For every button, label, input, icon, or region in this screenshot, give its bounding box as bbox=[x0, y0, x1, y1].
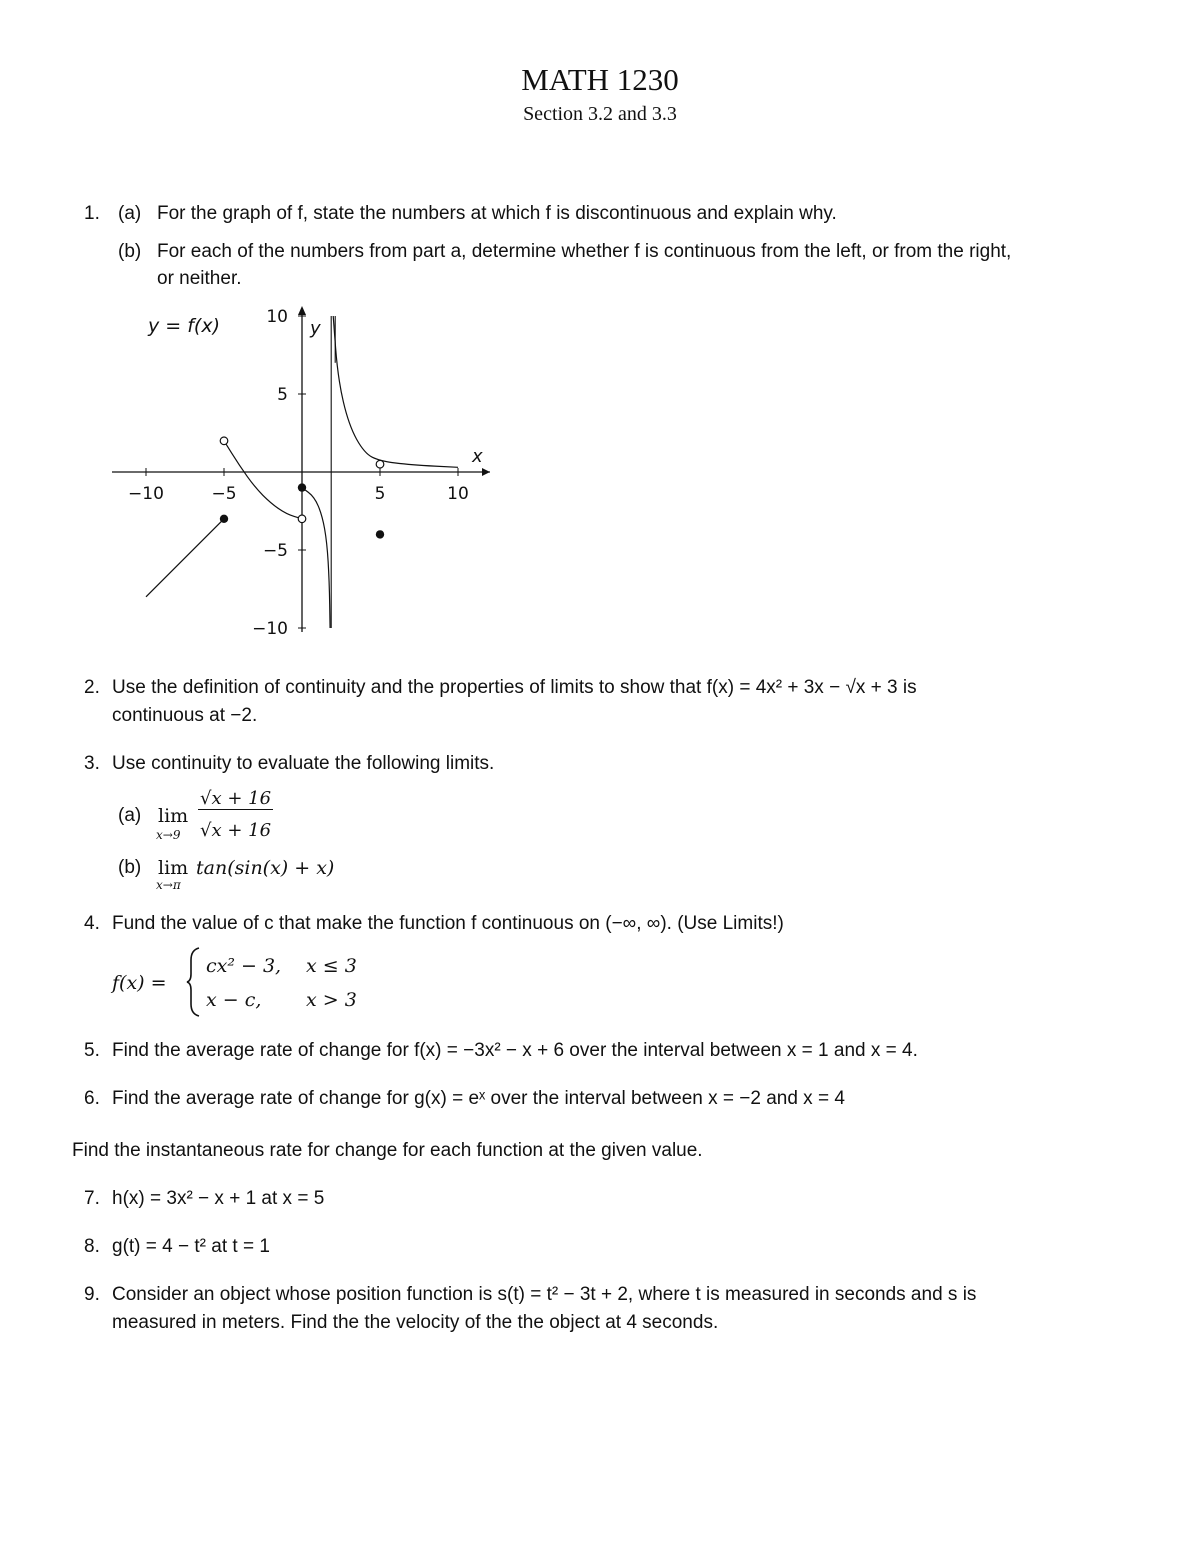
instruction-text: Find the instantaneous rate for change for each function at the given value. bbox=[72, 1140, 703, 1161]
problem-4-case-2-expr: x − c, bbox=[206, 989, 262, 1011]
curve-linear-left bbox=[146, 519, 224, 597]
problem-9-line-1: Consider an object whose position function is s(t) = t² − 3t + 2, where t is measured in seconds and s is bbox=[112, 1284, 977, 1305]
y-axis-arrow bbox=[298, 306, 306, 315]
closed-point bbox=[376, 530, 384, 538]
problem-3a-lim-sub: x→9 bbox=[156, 828, 181, 842]
problem-1a-text: For the graph of f, state the numbers at which f is discontinuous and explain why. bbox=[157, 203, 837, 224]
problem-8-text: g(t) = 4 − t² at t = 1 bbox=[112, 1236, 270, 1257]
problem-2-line-2: continuous at −2. bbox=[112, 705, 258, 726]
problem-2-number: 2. bbox=[84, 677, 100, 698]
problem-6-text: Find the average rate of change for g(x) = eˣ over the interval between x = −2 and x = 4 bbox=[112, 1088, 845, 1109]
problem-9-number: 9. bbox=[84, 1284, 100, 1305]
y-tick-label: 5 bbox=[277, 385, 288, 405]
problem-3a-numerator: √x + 16 bbox=[200, 788, 272, 809]
y-tick-label: −5 bbox=[262, 541, 288, 561]
x-tick-label: −5 bbox=[211, 484, 237, 504]
problem-1b-line-2: or neither. bbox=[157, 268, 242, 289]
y-axis-label: y bbox=[310, 318, 321, 339]
closed-point bbox=[298, 483, 306, 491]
curve-curve-right-of-asymptote bbox=[333, 316, 458, 467]
curve-curve-right-of-zero-down bbox=[302, 488, 330, 628]
x-tick-label: 5 bbox=[374, 484, 386, 504]
problem-3a-lim: lim bbox=[158, 805, 189, 827]
x-tick-label: −10 bbox=[128, 484, 164, 504]
closed-point bbox=[220, 515, 228, 523]
problem-3a-label: (a) bbox=[118, 805, 142, 826]
problem-3b-expression: tan(sin(x) + x) bbox=[196, 857, 335, 879]
problem-9-line-2: measured in meters. Find the the velocity of the the object at 4 seconds. bbox=[112, 1312, 719, 1333]
open-point bbox=[220, 437, 228, 445]
problem-7-number: 7. bbox=[84, 1188, 100, 1209]
problem-4-text: Fund the value of c that make the function f continuous on (−∞, ∞). (Use Limits!) bbox=[112, 913, 784, 934]
problem-4-case-1-cond: x ≤ 3 bbox=[306, 955, 357, 977]
page-title: MATH 1230 bbox=[521, 62, 679, 97]
open-point bbox=[376, 460, 384, 468]
problem-1-number: 1. bbox=[84, 203, 100, 224]
chart-title: y = f(x) bbox=[148, 315, 221, 337]
problem-6-number: 6. bbox=[84, 1088, 100, 1109]
x-tick-label: 10 bbox=[447, 484, 469, 504]
x-axis-arrow bbox=[482, 468, 490, 476]
problem-1b-line-1: For each of the numbers from part a, determine whether f is continuous from the left, or from the right, bbox=[157, 241, 1012, 262]
page-subtitle: Section 3.2 and 3.3 bbox=[523, 103, 677, 125]
problem-1a-label: (a) bbox=[118, 203, 142, 224]
problem-2-line-1: Use the definition of continuity and the properties of limits to show that f(x) = 4x² + 3x − √x + 3 is bbox=[112, 677, 917, 698]
function-graph bbox=[0, 0, 1200, 660]
problem-8-number: 8. bbox=[84, 1236, 100, 1257]
problem-3a-denominator: √x + 16 bbox=[200, 820, 272, 841]
problem-7-text: h(x) = 3x² − x + 1 at x = 5 bbox=[112, 1188, 325, 1209]
problem-3b-lim: lim bbox=[158, 857, 189, 879]
piecewise-brace bbox=[186, 946, 202, 1018]
open-point bbox=[298, 515, 306, 523]
problem-4-number: 4. bbox=[84, 913, 100, 934]
problem-3-text: Use continuity to evaluate the following limits. bbox=[112, 753, 495, 774]
problem-1b-label: (b) bbox=[118, 241, 142, 262]
curve-curve-left bbox=[224, 441, 302, 519]
problem-3b-label: (b) bbox=[118, 857, 142, 878]
y-tick-label: −10 bbox=[252, 619, 288, 639]
problem-4-case-2-cond: x > 3 bbox=[306, 989, 357, 1011]
problem-5-text: Find the average rate of change for f(x) = −3x² − x + 6 over the interval between x = 1 and x = 4. bbox=[112, 1040, 918, 1061]
problem-4-lhs: f(x) = bbox=[112, 972, 167, 994]
x-axis-label: x bbox=[472, 446, 483, 467]
problem-5-number: 5. bbox=[84, 1040, 100, 1061]
y-tick-label: 10 bbox=[266, 307, 288, 327]
problem-3-number: 3. bbox=[84, 753, 100, 774]
problem-3b-lim-sub: x→π bbox=[156, 878, 181, 892]
problem-4-case-1-expr: cx² − 3, bbox=[206, 955, 282, 977]
